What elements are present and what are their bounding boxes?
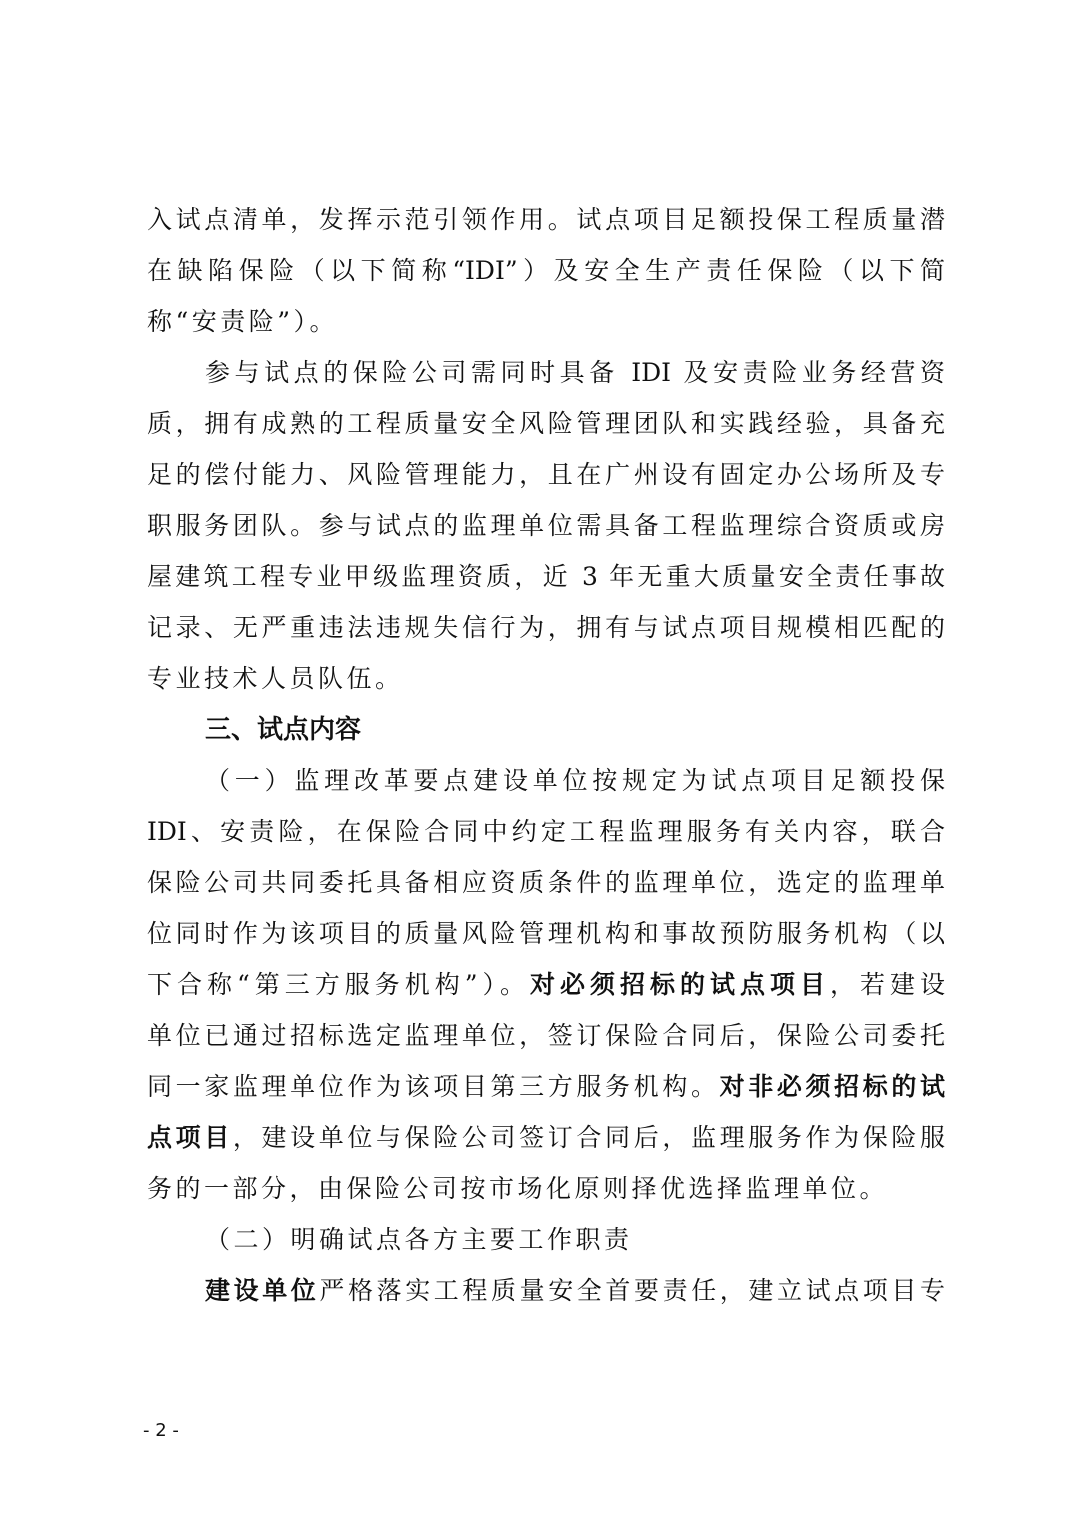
text-segment: ，若建设 <box>829 970 945 999</box>
text-line <box>147 657 945 708</box>
bold-text: 对必须招标的试点项目 <box>530 970 830 999</box>
document-body <box>147 198 945 1320</box>
bold-text: 对非必须招标的试 <box>719 1072 945 1101</box>
text-segment: （一）监理改革要点建设单位按规定为试点项目足额投保 <box>205 766 945 795</box>
text-segment: 三、试点内容 <box>205 715 362 745</box>
bold-text: 点项目 <box>147 1123 233 1152</box>
text-segment: 下合称“第三方服务机构”）。 <box>147 970 531 999</box>
text-line <box>147 198 945 249</box>
text-line <box>147 759 945 810</box>
text-segment: 记录、无严重违法违规失信行为，拥有与试点项目规模相匹配的 <box>147 613 945 642</box>
text-segment: 入试点清单，发挥示范引领作用。试点项目足额投保工程质量潜 <box>147 205 945 234</box>
text-line <box>147 1065 945 1116</box>
text-segment: 保险公司共同委托具备相应资质条件的监理单位，选定的监理单 <box>147 868 945 897</box>
text-segment: 严格落实工程质量安全首要责任，建立试点项目专 <box>319 1276 945 1305</box>
text-segment: 在缺陷保险（以下简称“IDI”）及安全生产责任保险（以下简 <box>147 256 945 285</box>
text-segment: ，建设单位与保险公司签订合同后，监理服务作为保险服 <box>232 1123 945 1152</box>
text-line <box>147 963 945 1014</box>
text-segment: 质，拥有成熟的工程质量安全风险管理团队和实践经验，具备充 <box>147 409 945 438</box>
text-segment: 专业技术人员队伍。 <box>147 664 404 693</box>
text-line <box>147 810 945 861</box>
section-heading <box>147 708 945 759</box>
text-segment: IDI、安责险，在保险合同中约定工程监理服务有关内容，联合 <box>147 817 945 846</box>
text-line <box>147 1116 945 1167</box>
text-segment: 屋建筑工程专业甲级监理资质，近 3 年无重大质量安全责任事故 <box>147 562 945 591</box>
text-line <box>147 912 945 963</box>
text-line <box>147 555 945 606</box>
text-segment: 参与试点的保险公司需同时具备 IDI 及安责险业务经营资 <box>205 358 945 387</box>
text-line <box>147 1218 945 1269</box>
text-line <box>147 351 945 402</box>
text-segment: 同一家监理单位作为该项目第三方服务机构。 <box>147 1072 720 1101</box>
text-line <box>147 504 945 555</box>
text-line <box>147 1014 945 1065</box>
text-segment: （二）明确试点各方主要工作职责 <box>205 1225 633 1254</box>
text-segment: 称“安责险”）。 <box>147 307 339 336</box>
text-line <box>147 453 945 504</box>
bold-text: 建设单位 <box>205 1276 320 1305</box>
text-segment: 职服务团队。参与试点的监理单位需具备工程监理综合资质或房 <box>147 511 945 540</box>
text-segment: 位同时作为该项目的质量风险管理机构和事故预防服务机构（以 <box>147 919 945 948</box>
text-line <box>147 861 945 912</box>
text-line <box>147 300 945 351</box>
text-line <box>147 606 945 657</box>
text-segment: 单位已通过招标选定监理单位，签订保险合同后，保险公司委托 <box>147 1021 945 1050</box>
text-segment: 足的偿付能力、风险管理能力，且在广州设有固定办公场所及专 <box>147 460 945 489</box>
text-line <box>147 402 945 453</box>
text-segment: 务的一部分，由保险公司按市场化原则择优选择监理单位。 <box>147 1174 889 1203</box>
page-number: - 2 - <box>143 1420 179 1441</box>
text-line <box>147 1269 945 1320</box>
text-line <box>147 249 945 300</box>
text-line <box>147 1167 945 1218</box>
